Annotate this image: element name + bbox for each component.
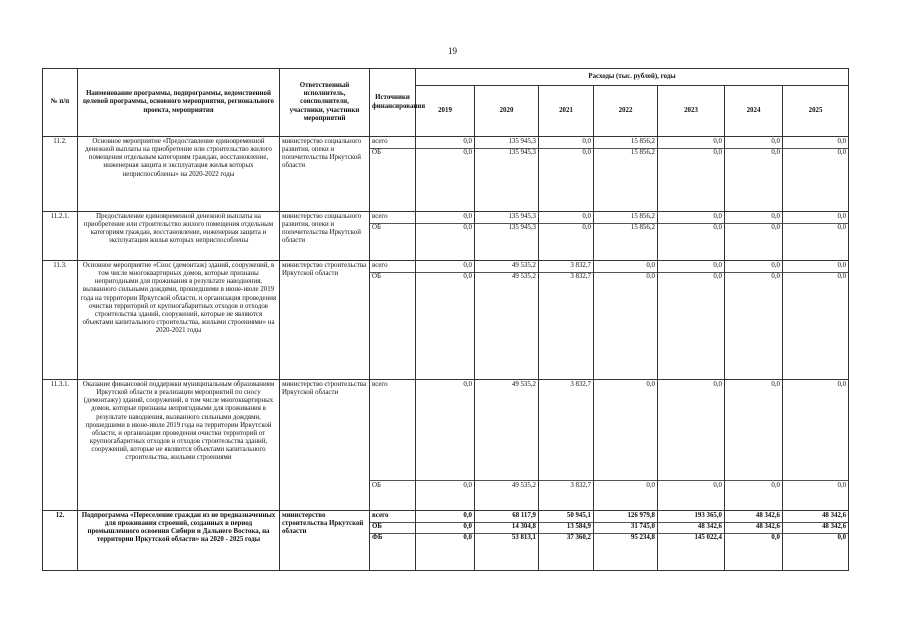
value: 0,0 — [658, 138, 724, 149]
value-cell — [658, 212, 725, 261]
value: 48 342,6 — [725, 523, 782, 534]
value: 0,0 — [416, 512, 474, 523]
value-cell — [594, 212, 658, 261]
value: 13 584,9 — [539, 523, 593, 534]
value: 48 342,6 — [783, 523, 848, 534]
row-number: 11.3. — [43, 261, 78, 380]
value-cell — [539, 380, 594, 511]
value: 0,0 — [539, 213, 593, 224]
value-cell — [783, 137, 849, 212]
value-cell — [594, 261, 658, 380]
row-sources — [370, 137, 416, 212]
source-label: ОБ — [372, 482, 381, 489]
row-executor: министерство строительства Иркутской области — [280, 380, 370, 511]
row-number: 11.2. — [43, 137, 78, 212]
value: 0,0 — [771, 273, 780, 280]
value: 0,0 — [783, 213, 848, 224]
row-sources — [370, 212, 416, 261]
value: 0,0 — [725, 213, 782, 224]
value: 0,0 — [837, 224, 847, 231]
value: 3 832,7 — [570, 482, 591, 489]
row-name: Предоставление единовременной денежной выплаты на приобретение или строительство жилого помещения отдельным категориям граждан, восстановление, инженерная защита и эксплуатация жилья которых неприспособлены — [78, 212, 280, 261]
value-cell — [783, 261, 849, 380]
value: 193 365,0 — [658, 512, 724, 523]
value: 0,0 — [646, 381, 655, 388]
header-expenses: Расходы (тыс. рублей), годы — [416, 69, 849, 86]
value-cell — [725, 137, 783, 212]
value-cell — [416, 511, 475, 571]
header-name: Наименование программы, подпрограммы, ведомственной целевой программы, основного мероприятия, регионального проекта, мероприятия — [78, 69, 280, 137]
value: 49 535,2 — [511, 381, 536, 388]
value-cell — [783, 511, 849, 571]
value: 0,0 — [713, 273, 722, 280]
value: 126 979,8 — [594, 512, 657, 523]
value-cell — [539, 212, 594, 261]
table-body — [43, 137, 849, 571]
table-row — [43, 212, 849, 261]
value: 0,0 — [463, 149, 472, 156]
value: 0,0 — [416, 262, 474, 273]
value: 0,0 — [771, 482, 780, 489]
value-cell — [416, 212, 475, 261]
source-label: ОБ — [370, 523, 415, 534]
value: 0,0 — [837, 149, 847, 156]
value: 49 535,2 — [511, 482, 536, 489]
value: 145 022,4 — [694, 534, 722, 541]
value: 50 945,1 — [539, 512, 593, 523]
value: 15 856,2 — [630, 149, 655, 156]
source-label: ФБ — [372, 534, 383, 541]
header-year: 2025 — [783, 86, 849, 137]
value: 68 117,9 — [475, 512, 538, 523]
value: 0,0 — [771, 534, 780, 541]
value: 48 342,6 — [658, 523, 724, 534]
value-cell — [539, 137, 594, 212]
value: 49 535,2 — [511, 273, 536, 280]
value: 0,0 — [463, 381, 472, 388]
row-number: 11.3.1. — [43, 380, 78, 511]
value-cell — [658, 511, 725, 571]
value: 0,0 — [658, 262, 724, 273]
row-name: Основное мероприятие «Снос (демонтаж) зданий, сооружений, в том числе многоквартирных домов, которые признаны непригодными для проживания в результате наводнения, вызванного сильными дождями, прошедшими в июне-июле 2019 года на территории Иркутской области, и организация проведения очистки территорий от крупногабаритных отходов и отходов строительства зданий, сооружений, которые не являются объектами капитального строительства, жилыми строениями» на 2020-2021 годы — [78, 261, 280, 380]
value: 95 234,8 — [630, 534, 655, 541]
value: 0,0 — [725, 138, 782, 149]
row-executor: министерство строительства Иркутской области — [280, 261, 370, 380]
value-cell — [658, 261, 725, 380]
value-cell — [725, 511, 783, 571]
value: 31 745,0 — [594, 523, 657, 534]
row-number: 12. — [43, 511, 78, 571]
value-cell — [783, 212, 849, 261]
value: 53 813,1 — [511, 534, 536, 541]
row-executor: министерство строительства Иркутской области — [280, 511, 370, 571]
value: 0,0 — [837, 534, 847, 541]
budget-table — [42, 68, 849, 571]
header-year: 2022 — [594, 86, 658, 137]
value-cell — [416, 261, 475, 380]
value: 3 832,7 — [570, 273, 591, 280]
value: 0,0 — [771, 381, 780, 388]
value-cell — [783, 380, 849, 511]
value: 3 832,7 — [539, 262, 593, 273]
value-cell — [475, 511, 539, 571]
page-number: 19 — [448, 46, 457, 56]
value: 0,0 — [416, 138, 474, 149]
value-cell — [539, 261, 594, 380]
value: 3 832,7 — [570, 381, 591, 388]
header-num: № п/п — [43, 69, 78, 137]
value: 15 856,2 — [594, 213, 657, 224]
value-cell — [725, 261, 783, 380]
value: 0,0 — [582, 149, 591, 156]
value-cell — [594, 137, 658, 212]
header-executor: Ответственный исполнитель, соисполнители, участники, участники мероприятий — [280, 69, 370, 137]
table-row — [43, 137, 849, 212]
value: 0,0 — [783, 138, 848, 149]
row-sources — [370, 261, 416, 380]
value: 0,0 — [463, 534, 472, 541]
source-label: всего — [370, 262, 415, 273]
value: 135 945,3 — [508, 224, 536, 231]
value: 15 856,2 — [594, 138, 657, 149]
row-number: 11.2.1. — [43, 212, 78, 261]
value-cell — [658, 137, 725, 212]
value: 49 535,2 — [475, 262, 538, 273]
value-cell — [725, 380, 783, 511]
value-cell — [594, 511, 658, 571]
value: 0,0 — [582, 224, 591, 231]
value: 0,0 — [416, 523, 474, 534]
source-label: всего — [370, 512, 415, 523]
row-name: Основное мероприятие «Предоставление единовременной денежной выплаты на приобретение или строительство жилого помещения отдельным категориям граждан, восстановление, инженерная защита и эксплуатация жилья которых неприспособлены» на 2020-2022 годы — [78, 137, 280, 212]
value: 0,0 — [646, 273, 655, 280]
header-year: 2023 — [658, 86, 725, 137]
source-label: ОБ — [372, 224, 381, 231]
value-cell — [475, 261, 539, 380]
value-cell — [658, 380, 725, 511]
header-source: Источники финансирования — [370, 69, 416, 137]
row-name: Оказание финансовой поддержки муниципальным образованиям Иркутской области в реализации мероприятий по сносу (демонтажу) зданий, сооружений, в том числе многоквартирных домов, которые признаны непригодными для проживания в результате наводнения, вызванного сильными дождями, прошедшими в июне-июле 2019 года на территории Иркутской области, и организации проведения очистки территорий от крупногабаритных отходов и отходов строительства зданий, сооружений, которые не являются объектами капитального строительства, жилыми строениями — [78, 380, 280, 511]
value: 0,0 — [713, 381, 722, 388]
value: 0,0 — [658, 213, 724, 224]
value: 48 342,6 — [725, 512, 782, 523]
value-cell — [475, 380, 539, 511]
value: 0,0 — [416, 213, 474, 224]
table-row — [43, 380, 849, 511]
value-cell — [594, 380, 658, 511]
source-label: ОБ — [372, 149, 381, 156]
value-cell — [475, 212, 539, 261]
value: 15 856,2 — [630, 224, 655, 231]
value: 0,0 — [837, 381, 847, 388]
row-sources — [370, 380, 416, 511]
value-cell — [475, 137, 539, 212]
value: 0,0 — [837, 482, 847, 489]
value: 48 342,6 — [783, 512, 848, 523]
header-year: 2024 — [725, 86, 783, 137]
value: 135 945,3 — [508, 149, 536, 156]
value: 0,0 — [713, 224, 722, 231]
value: 14 304,8 — [475, 523, 538, 534]
value: 0,0 — [771, 224, 780, 231]
table-row — [43, 261, 849, 380]
row-executor: министерство социального развития, опеки и попечительства Иркутской области — [280, 212, 370, 261]
table-row — [43, 511, 849, 571]
value: 0,0 — [594, 262, 657, 273]
value: 0,0 — [725, 262, 782, 273]
row-sources — [370, 511, 416, 571]
value: 0,0 — [783, 262, 848, 273]
source-label: всего — [372, 381, 388, 388]
value: 0,0 — [713, 149, 722, 156]
source-label: ОБ — [372, 273, 381, 280]
value: 0,0 — [771, 149, 780, 156]
source-label: всего — [370, 138, 415, 149]
value: 0,0 — [539, 138, 593, 149]
value: 0,0 — [463, 482, 472, 489]
header-year: 2019 — [416, 86, 475, 137]
value-cell — [725, 212, 783, 261]
value-cell — [539, 511, 594, 571]
value: 135 945,3 — [475, 213, 538, 224]
row-executor: министерство социального развития, опеки и попечительства Иркутской области — [280, 137, 370, 212]
header-year: 2020 — [475, 86, 539, 137]
value-cell — [416, 380, 475, 511]
source-label: всего — [370, 213, 415, 224]
value-cell — [416, 137, 475, 212]
value: 0,0 — [646, 482, 655, 489]
value: 0,0 — [837, 273, 847, 280]
value: 0,0 — [463, 224, 472, 231]
value: 0,0 — [463, 273, 472, 280]
row-name: Подпрограмма «Переселение граждан из не предназначенных для проживания строений, созданных в период промышленного освоения Сибири и Дальнего Востока, на территории Иркутской области» на 2020 - 2025 годы — [78, 511, 280, 571]
header-year: 2021 — [539, 86, 594, 137]
value: 0,0 — [713, 482, 722, 489]
value: 37 360,2 — [566, 534, 591, 541]
value: 135 945,3 — [475, 138, 538, 149]
